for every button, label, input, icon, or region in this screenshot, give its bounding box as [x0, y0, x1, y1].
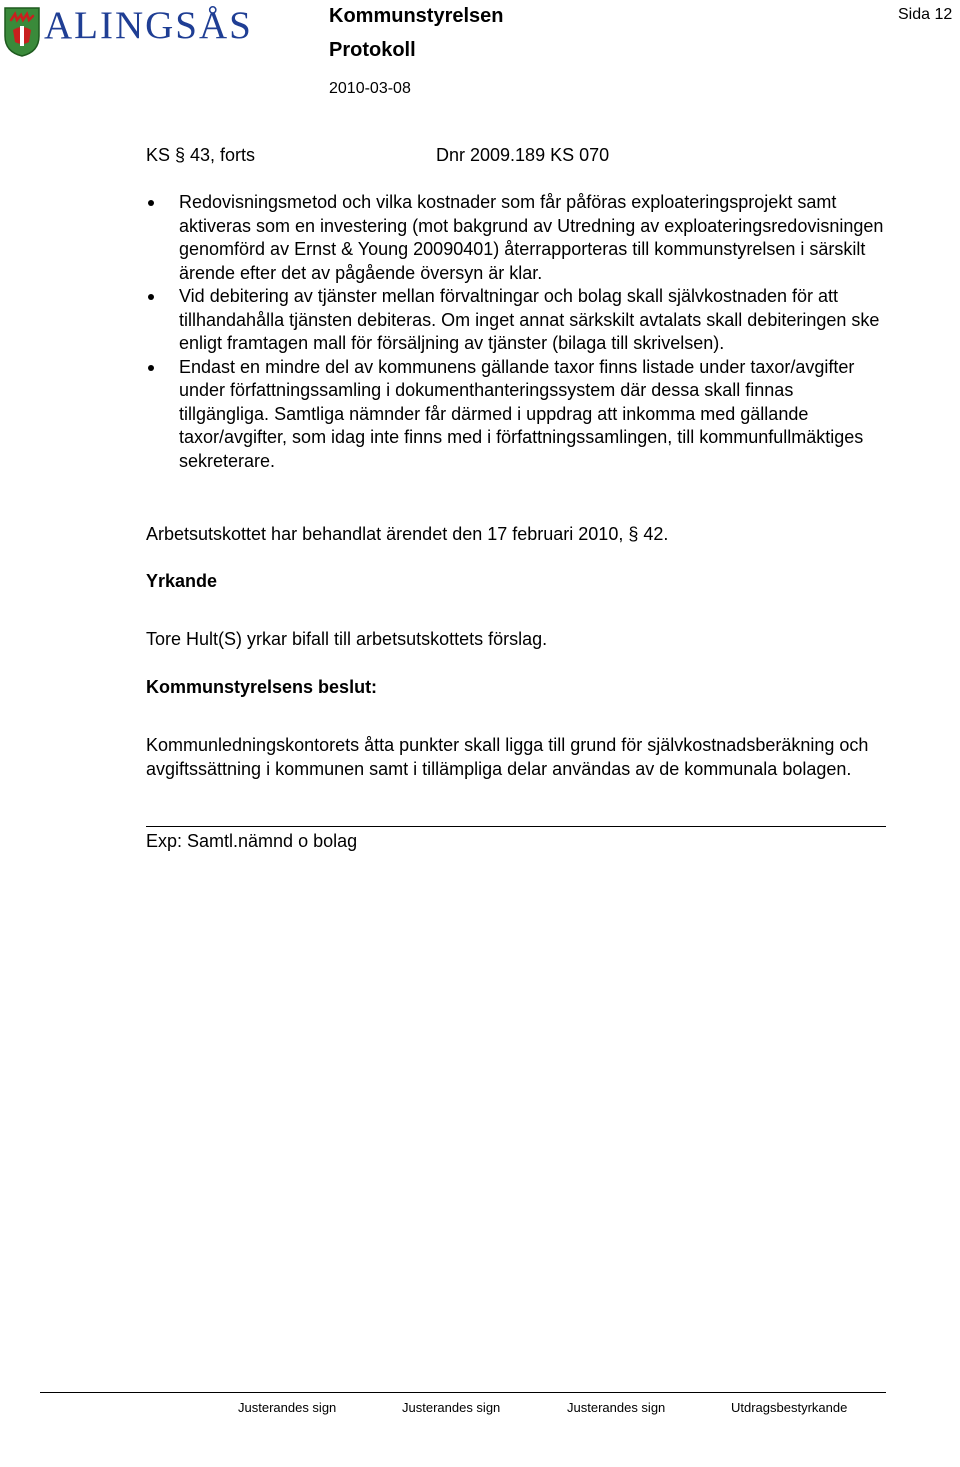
page-number: Sida 12: [898, 6, 953, 23]
list-item: [146, 285, 886, 356]
document-date: 2010-03-08: [329, 80, 411, 97]
footer-divider: [40, 1392, 886, 1393]
yrkande-heading: Yrkande: [146, 571, 218, 591]
signature-field-2: Justerandes sign: [402, 1400, 501, 1415]
case-number: Dnr 2009.189 KS 070: [436, 145, 610, 165]
logo-wordmark: ALINGSÅS: [44, 4, 253, 47]
section-reference: KS § 43, forts: [146, 145, 256, 165]
alingsas-crest-icon: [3, 6, 41, 58]
work-committee-note: Arbetsutskottet har behandlat ärendet den 17 februari 2010, § 42.: [146, 524, 669, 544]
certification-field: Utdragsbestyrkande: [731, 1400, 848, 1415]
bullet-list: [146, 191, 886, 473]
decision-heading: Kommunstyrelsens beslut:: [146, 677, 378, 697]
distribution-note: Exp: Samtl.nämnd o bolag: [146, 831, 358, 851]
document-organ: Kommunstyrelsen: [329, 5, 504, 27]
yrkande-text: Tore Hult(S) yrkar bifall till arbetsutskottets förslag.: [146, 629, 548, 649]
divider: [146, 826, 886, 827]
list-item: [146, 191, 886, 285]
document-type: Protokoll: [329, 39, 416, 61]
signature-field-3: Justerandes sign: [567, 1400, 666, 1415]
list-item-text: Vid debitering av tjänster mellan förvaltningar och bolag skall självkostnaden för att tillhandahålla tjänsten debiteras. Om inget annat särkskilt avtalats skall debiteringen ske enligt framtagen mall för försäljning av tjänster (bilaga till skrivelsen).: [179, 286, 880, 353]
list-item-text: Redovisningsmetod och vilka kostnader som får påföras exploateringsprojekt samt aktiveras som en investering (mot bakgrund av Utredning av exploateringsredovisningen genomförd av Ernst & Young 20090401) återrapporteras till kommunstyrelsen i särskilt ärende efter det av pågående översyn är klar.: [179, 192, 884, 283]
decision-text: Kommunledningskontorets åtta punkter skall ligga till grund för självkostnadsberäkning och avgiftssättning i kommunen samt i tillämpliga delar användas av de kommunala bolagen.: [146, 735, 869, 779]
list-item-text: Endast en mindre del av kommunens gällande taxor finns listade under taxor/avgifter under författningssamling i dokumenthanteringssystem där dessa skall finnas tillgängliga. Samtliga nämnder får därmed i uppdrag att inkomma med gällande taxor/avgifter, som idag inte finns med i författningssamlingen, till kommunfullmäktiges sekreterare.: [179, 356, 864, 471]
list-item: [146, 356, 886, 474]
signature-field-1: Justerandes sign: [238, 1400, 337, 1415]
